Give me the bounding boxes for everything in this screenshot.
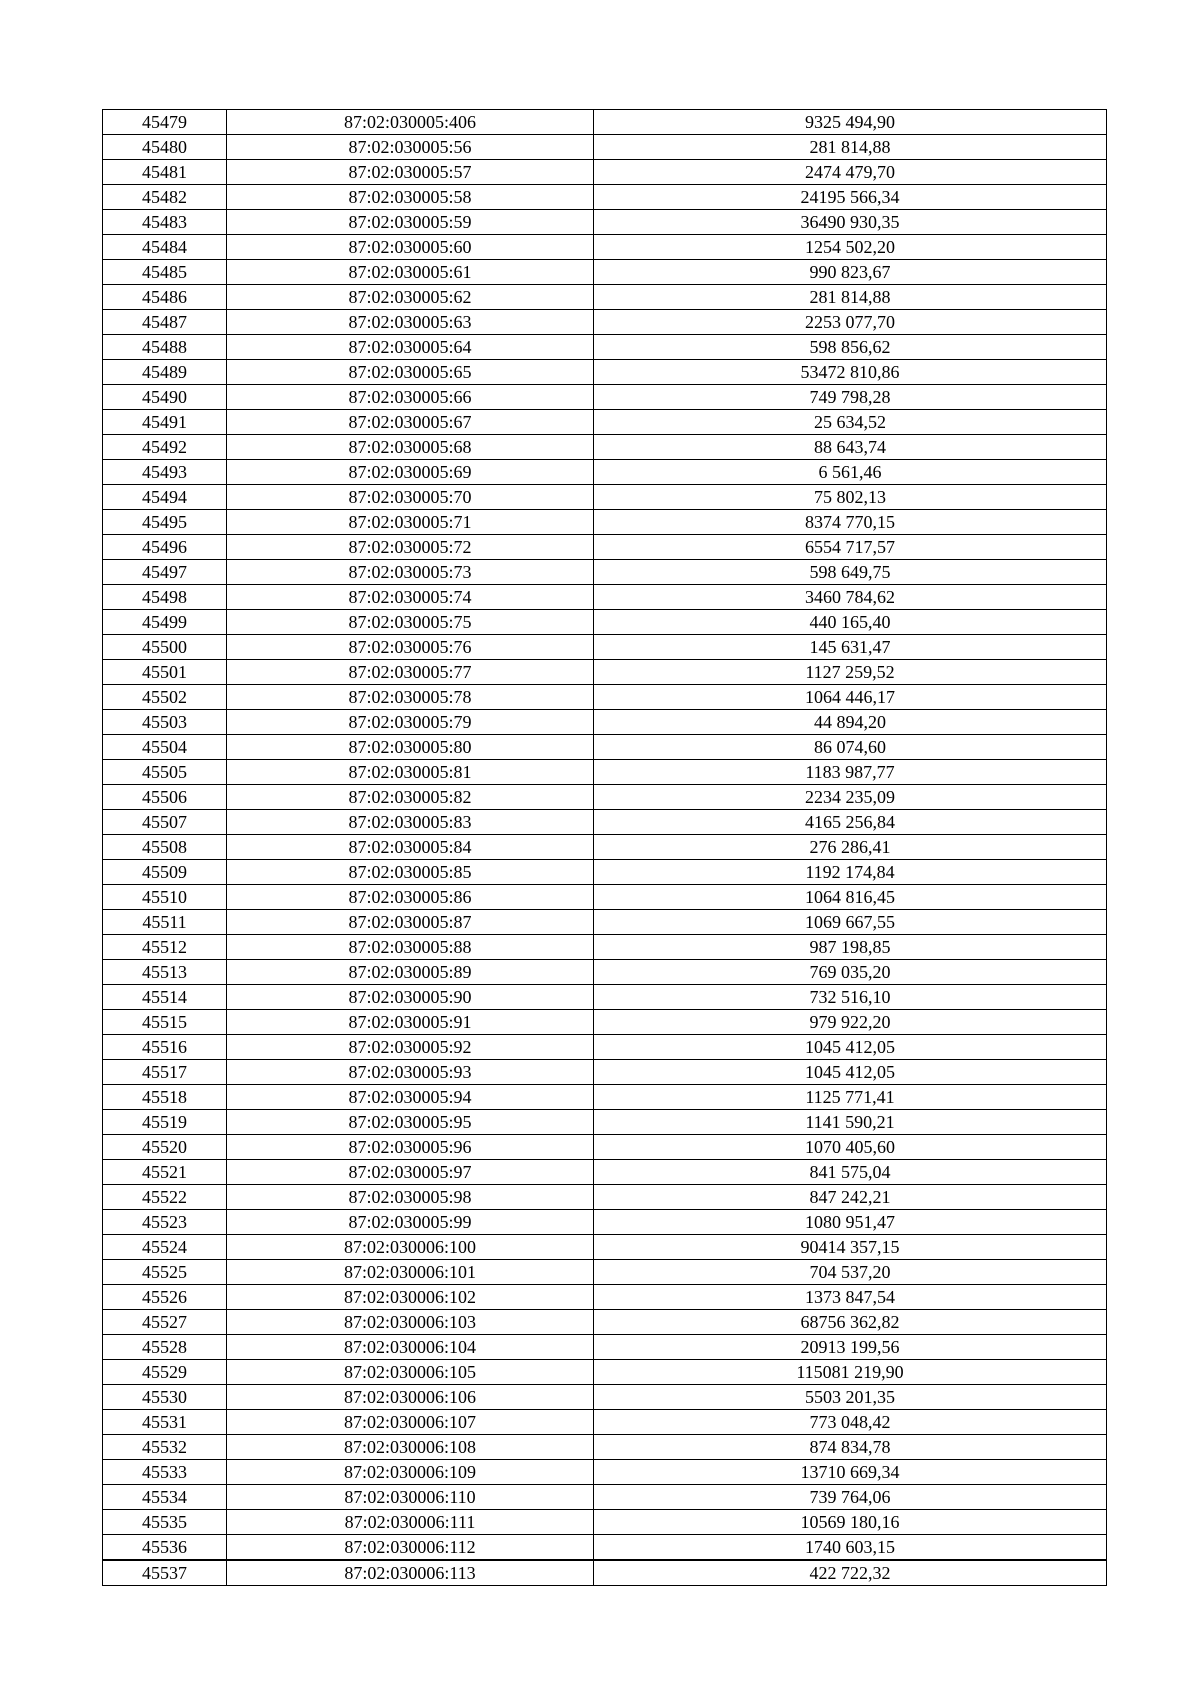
table-row [103,1235,1107,1260]
cadastral-value-cell: 732 516,10 [594,985,1107,1010]
row-number-cell: 45504 [103,735,227,760]
cadastral-number-cell: 87:02:030005:81 [227,760,594,785]
cadastral-number-cell: 87:02:030005:58 [227,185,594,210]
table-row [103,1435,1107,1460]
cadastral-value-cell: 53472 810,86 [594,360,1107,385]
cadastral-value-cell: 841 575,04 [594,1160,1107,1185]
cadastral-number-cell: 87:02:030006:108 [227,1435,594,1460]
cadastral-number-cell: 87:02:030005:66 [227,385,594,410]
cadastral-value-cell: 1069 667,55 [594,910,1107,935]
cadastral-number-cell: 87:02:030005:75 [227,610,594,635]
cadastral-value-cell: 3460 784,62 [594,585,1107,610]
cadastral-value-cell: 847 242,21 [594,1185,1107,1210]
cadastral-value-cell: 9325 494,90 [594,110,1107,135]
cadastral-number-cell: 87:02:030005:61 [227,260,594,285]
cadastral-number-cell: 87:02:030005:87 [227,910,594,935]
row-number-cell: 45483 [103,210,227,235]
row-number-cell: 45526 [103,1285,227,1310]
row-number-cell: 45485 [103,260,227,285]
cadastral-number-cell: 87:02:030005:88 [227,935,594,960]
table-row [103,1160,1107,1185]
table-row [103,785,1107,810]
table-row [103,710,1107,735]
cadastral-number-cell: 87:02:030006:112 [227,1535,594,1561]
row-number-cell: 45515 [103,1010,227,1035]
cadastral-value-cell: 979 922,20 [594,1010,1107,1035]
table-row [103,485,1107,510]
cadastral-value-cell: 440 165,40 [594,610,1107,635]
row-number-cell: 45486 [103,285,227,310]
cadastral-value-cell: 1183 987,77 [594,760,1107,785]
table-row [103,635,1107,660]
row-number-cell: 45500 [103,635,227,660]
row-number-cell: 45520 [103,1135,227,1160]
table-row [103,1535,1107,1561]
row-number-cell: 45519 [103,1110,227,1135]
table-row [103,1510,1107,1535]
table-row [103,1085,1107,1110]
table-row [103,1485,1107,1510]
cadastral-number-cell: 87:02:030005:80 [227,735,594,760]
table-row [103,760,1107,785]
cadastral-number-cell: 87:02:030006:111 [227,1510,594,1535]
cadastral-value-cell: 2474 479,70 [594,160,1107,185]
table-row [103,235,1107,260]
cadastral-number-cell: 87:02:030005:57 [227,160,594,185]
table-row [103,1560,1107,1586]
table-row [103,960,1107,985]
table-row [103,660,1107,685]
table-row [103,610,1107,635]
table-row [103,935,1107,960]
cadastral-value-cell: 1127 259,52 [594,660,1107,685]
cadastral-number-cell: 87:02:030005:95 [227,1110,594,1135]
row-number-cell: 45501 [103,660,227,685]
table-row [103,1010,1107,1035]
cadastral-number-cell: 87:02:030005:74 [227,585,594,610]
table-row [103,1035,1107,1060]
row-number-cell: 45521 [103,1160,227,1185]
cadastral-value-cell: 145 631,47 [594,635,1107,660]
cadastral-number-cell: 87:02:030005:84 [227,835,594,860]
cadastral-value-cell: 25 634,52 [594,410,1107,435]
cadastral-number-cell: 87:02:030005:71 [227,510,594,535]
cadastral-value-cell: 987 198,85 [594,935,1107,960]
row-number-cell: 45489 [103,360,227,385]
table-row [103,1285,1107,1310]
row-number-cell: 45488 [103,335,227,360]
cadastral-number-cell: 87:02:030006:110 [227,1485,594,1510]
row-number-cell: 45533 [103,1460,227,1485]
cadastral-number-cell: 87:02:030006:106 [227,1385,594,1410]
cadastral-value-cell: 598 856,62 [594,335,1107,360]
row-number-cell: 45479 [103,110,227,135]
table-row [103,1185,1107,1210]
cadastral-value-cell: 276 286,41 [594,835,1107,860]
cadastral-number-cell: 87:02:030005:98 [227,1185,594,1210]
cadastral-value-cell: 1373 847,54 [594,1285,1107,1310]
cadastral-value-cell: 874 834,78 [594,1435,1107,1460]
table-row [103,585,1107,610]
table-row [103,135,1107,160]
row-number-cell: 45505 [103,760,227,785]
table-row [103,910,1107,935]
row-number-cell: 45492 [103,435,227,460]
cadastral-value-cell: 1125 771,41 [594,1085,1107,1110]
cadastral-value-cell: 2253 077,70 [594,310,1107,335]
cadastral-number-cell: 87:02:030005:83 [227,810,594,835]
row-number-cell: 45518 [103,1085,227,1110]
table-row [103,260,1107,285]
row-number-cell: 45506 [103,785,227,810]
cadastral-number-cell: 87:02:030005:90 [227,985,594,1010]
row-number-cell: 45493 [103,460,227,485]
table-row [103,810,1107,835]
cadastral-number-cell: 87:02:030005:97 [227,1160,594,1185]
table-row [103,310,1107,335]
table-row [103,1135,1107,1160]
cadastral-number-cell: 87:02:030005:56 [227,135,594,160]
row-number-cell: 45497 [103,560,227,585]
cadastral-value-cell: 5503 201,35 [594,1385,1107,1410]
row-number-cell: 45482 [103,185,227,210]
table-row [103,1385,1107,1410]
cadastral-value-cell: 281 814,88 [594,135,1107,160]
table-row [103,835,1107,860]
cadastral-value-cell: 4165 256,84 [594,810,1107,835]
row-number-cell: 45496 [103,535,227,560]
table-row [103,1410,1107,1435]
row-number-cell: 45509 [103,860,227,885]
cadastral-number-cell: 87:02:030006:104 [227,1335,594,1360]
cadastral-number-cell: 87:02:030006:113 [227,1560,594,1586]
cadastral-value-cell: 6554 717,57 [594,535,1107,560]
row-number-cell: 45494 [103,485,227,510]
row-number-cell: 45535 [103,1510,227,1535]
table-row [103,1260,1107,1285]
cadastral-value-cell: 769 035,20 [594,960,1107,985]
cadastral-number-cell: 87:02:030005:85 [227,860,594,885]
cadastral-value-cell: 1254 502,20 [594,235,1107,260]
row-number-cell: 45513 [103,960,227,985]
cadastral-value-cell: 20913 199,56 [594,1335,1107,1360]
row-number-cell: 45537 [103,1560,227,1586]
row-number-cell: 45522 [103,1185,227,1210]
table-row [103,535,1107,560]
cadastral-number-cell: 87:02:030005:93 [227,1060,594,1085]
table-row [103,160,1107,185]
cadastral-number-cell: 87:02:030006:103 [227,1310,594,1335]
table-row [103,110,1107,135]
cadastral-value-cell: 1080 951,47 [594,1210,1107,1235]
cadastral-value-cell: 8374 770,15 [594,510,1107,535]
cadastral-value-cell: 13710 669,34 [594,1460,1107,1485]
table-row [103,560,1107,585]
table-row [103,1110,1107,1135]
row-number-cell: 45487 [103,310,227,335]
cadastral-value-cell: 6 561,46 [594,460,1107,485]
cadastral-value-cell: 1070 405,60 [594,1135,1107,1160]
cadastral-number-cell: 87:02:030006:101 [227,1260,594,1285]
cadastral-number-cell: 87:02:030005:96 [227,1135,594,1160]
cadastral-value-cell: 739 764,06 [594,1485,1107,1510]
cadastral-value-cell: 90414 357,15 [594,1235,1107,1260]
table-row [103,860,1107,885]
cadastral-value-cell: 24195 566,34 [594,185,1107,210]
row-number-cell: 45530 [103,1385,227,1410]
cadastral-number-cell: 87:02:030006:107 [227,1410,594,1435]
table-row [103,410,1107,435]
row-number-cell: 45508 [103,835,227,860]
table-row [103,735,1107,760]
cadastral-number-cell: 87:02:030005:99 [227,1210,594,1235]
row-number-cell: 45529 [103,1360,227,1385]
cadastral-value-cell: 422 722,32 [594,1560,1107,1586]
row-number-cell: 45512 [103,935,227,960]
row-number-cell: 45484 [103,235,227,260]
row-number-cell: 45510 [103,885,227,910]
cadastral-number-cell: 87:02:030006:100 [227,1235,594,1260]
cadastral-value-cell: 36490 930,35 [594,210,1107,235]
cadastral-number-cell: 87:02:030005:406 [227,110,594,135]
cadastral-number-cell: 87:02:030005:60 [227,235,594,260]
row-number-cell: 45536 [103,1535,227,1561]
cadastral-value-cell: 2234 235,09 [594,785,1107,810]
cadastral-value-cell: 1064 816,45 [594,885,1107,910]
table-row [103,360,1107,385]
table-row [103,285,1107,310]
cadastral-value-cell: 598 649,75 [594,560,1107,585]
cadastral-number-cell: 87:02:030005:79 [227,710,594,735]
cadastral-number-cell: 87:02:030005:73 [227,560,594,585]
cadastral-value-cell: 773 048,42 [594,1410,1107,1435]
cadastral-number-cell: 87:02:030005:69 [227,460,594,485]
table-row [103,685,1107,710]
row-number-cell: 45502 [103,685,227,710]
row-number-cell: 45531 [103,1410,227,1435]
row-number-cell: 45490 [103,385,227,410]
table-row [103,1360,1107,1385]
cadastral-value-table [102,109,1107,1586]
cadastral-value-cell: 86 074,60 [594,735,1107,760]
table-row [103,460,1107,485]
cadastral-number-cell: 87:02:030005:92 [227,1035,594,1060]
cadastral-value-cell: 1192 174,84 [594,860,1107,885]
cadastral-value-cell: 749 798,28 [594,385,1107,410]
row-number-cell: 45491 [103,410,227,435]
cadastral-number-cell: 87:02:030005:72 [227,535,594,560]
cadastral-number-cell: 87:02:030005:62 [227,285,594,310]
cadastral-number-cell: 87:02:030005:68 [227,435,594,460]
cadastral-number-cell: 87:02:030006:105 [227,1360,594,1385]
row-number-cell: 45481 [103,160,227,185]
row-number-cell: 45514 [103,985,227,1010]
row-number-cell: 45516 [103,1035,227,1060]
cadastral-number-cell: 87:02:030005:82 [227,785,594,810]
cadastral-value-cell: 1740 603,15 [594,1535,1107,1561]
cadastral-number-cell: 87:02:030006:102 [227,1285,594,1310]
table-row [103,885,1107,910]
cadastral-value-cell: 10569 180,16 [594,1510,1107,1535]
row-number-cell: 45525 [103,1260,227,1285]
cadastral-number-cell: 87:02:030005:77 [227,660,594,685]
row-number-cell: 45503 [103,710,227,735]
table-row [103,385,1107,410]
cadastral-number-cell: 87:02:030005:94 [227,1085,594,1110]
table-row [103,335,1107,360]
table-row [103,1210,1107,1235]
row-number-cell: 45534 [103,1485,227,1510]
cadastral-value-cell: 1045 412,05 [594,1035,1107,1060]
row-number-cell: 45507 [103,810,227,835]
cadastral-number-cell: 87:02:030005:76 [227,635,594,660]
table-row [103,1060,1107,1085]
cadastral-number-cell: 87:02:030005:63 [227,310,594,335]
cadastral-number-cell: 87:02:030006:109 [227,1460,594,1485]
table-row [103,1460,1107,1485]
row-number-cell: 45528 [103,1335,227,1360]
cadastral-value-cell: 75 802,13 [594,485,1107,510]
row-number-cell: 45517 [103,1060,227,1085]
cadastral-number-cell: 87:02:030005:59 [227,210,594,235]
cadastral-value-cell: 990 823,67 [594,260,1107,285]
row-number-cell: 45523 [103,1210,227,1235]
row-number-cell: 45527 [103,1310,227,1335]
row-number-cell: 45480 [103,135,227,160]
cadastral-value-cell: 88 643,74 [594,435,1107,460]
cadastral-value-cell: 1141 590,21 [594,1110,1107,1135]
cadastral-value-cell: 115081 219,90 [594,1360,1107,1385]
cadastral-number-cell: 87:02:030005:67 [227,410,594,435]
table-row [103,185,1107,210]
cadastral-value-cell: 68756 362,82 [594,1310,1107,1335]
cadastral-number-cell: 87:02:030005:86 [227,885,594,910]
row-number-cell: 45524 [103,1235,227,1260]
row-number-cell: 45499 [103,610,227,635]
cadastral-number-cell: 87:02:030005:64 [227,335,594,360]
row-number-cell: 45498 [103,585,227,610]
table-row [103,210,1107,235]
row-number-cell: 45495 [103,510,227,535]
table-row [103,1335,1107,1360]
cadastral-value-cell: 44 894,20 [594,710,1107,735]
cadastral-value-cell: 1045 412,05 [594,1060,1107,1085]
cadastral-value-cell: 281 814,88 [594,285,1107,310]
cadastral-number-cell: 87:02:030005:65 [227,360,594,385]
table-row [103,510,1107,535]
cadastral-value-cell: 704 537,20 [594,1260,1107,1285]
cadastral-number-cell: 87:02:030005:78 [227,685,594,710]
table-row [103,435,1107,460]
row-number-cell: 45511 [103,910,227,935]
cadastral-value-cell: 1064 446,17 [594,685,1107,710]
cadastral-number-cell: 87:02:030005:91 [227,1010,594,1035]
row-number-cell: 45532 [103,1435,227,1460]
table-row [103,985,1107,1010]
table-body [103,110,1107,1586]
cadastral-number-cell: 87:02:030005:89 [227,960,594,985]
table-row [103,1310,1107,1335]
cadastral-number-cell: 87:02:030005:70 [227,485,594,510]
